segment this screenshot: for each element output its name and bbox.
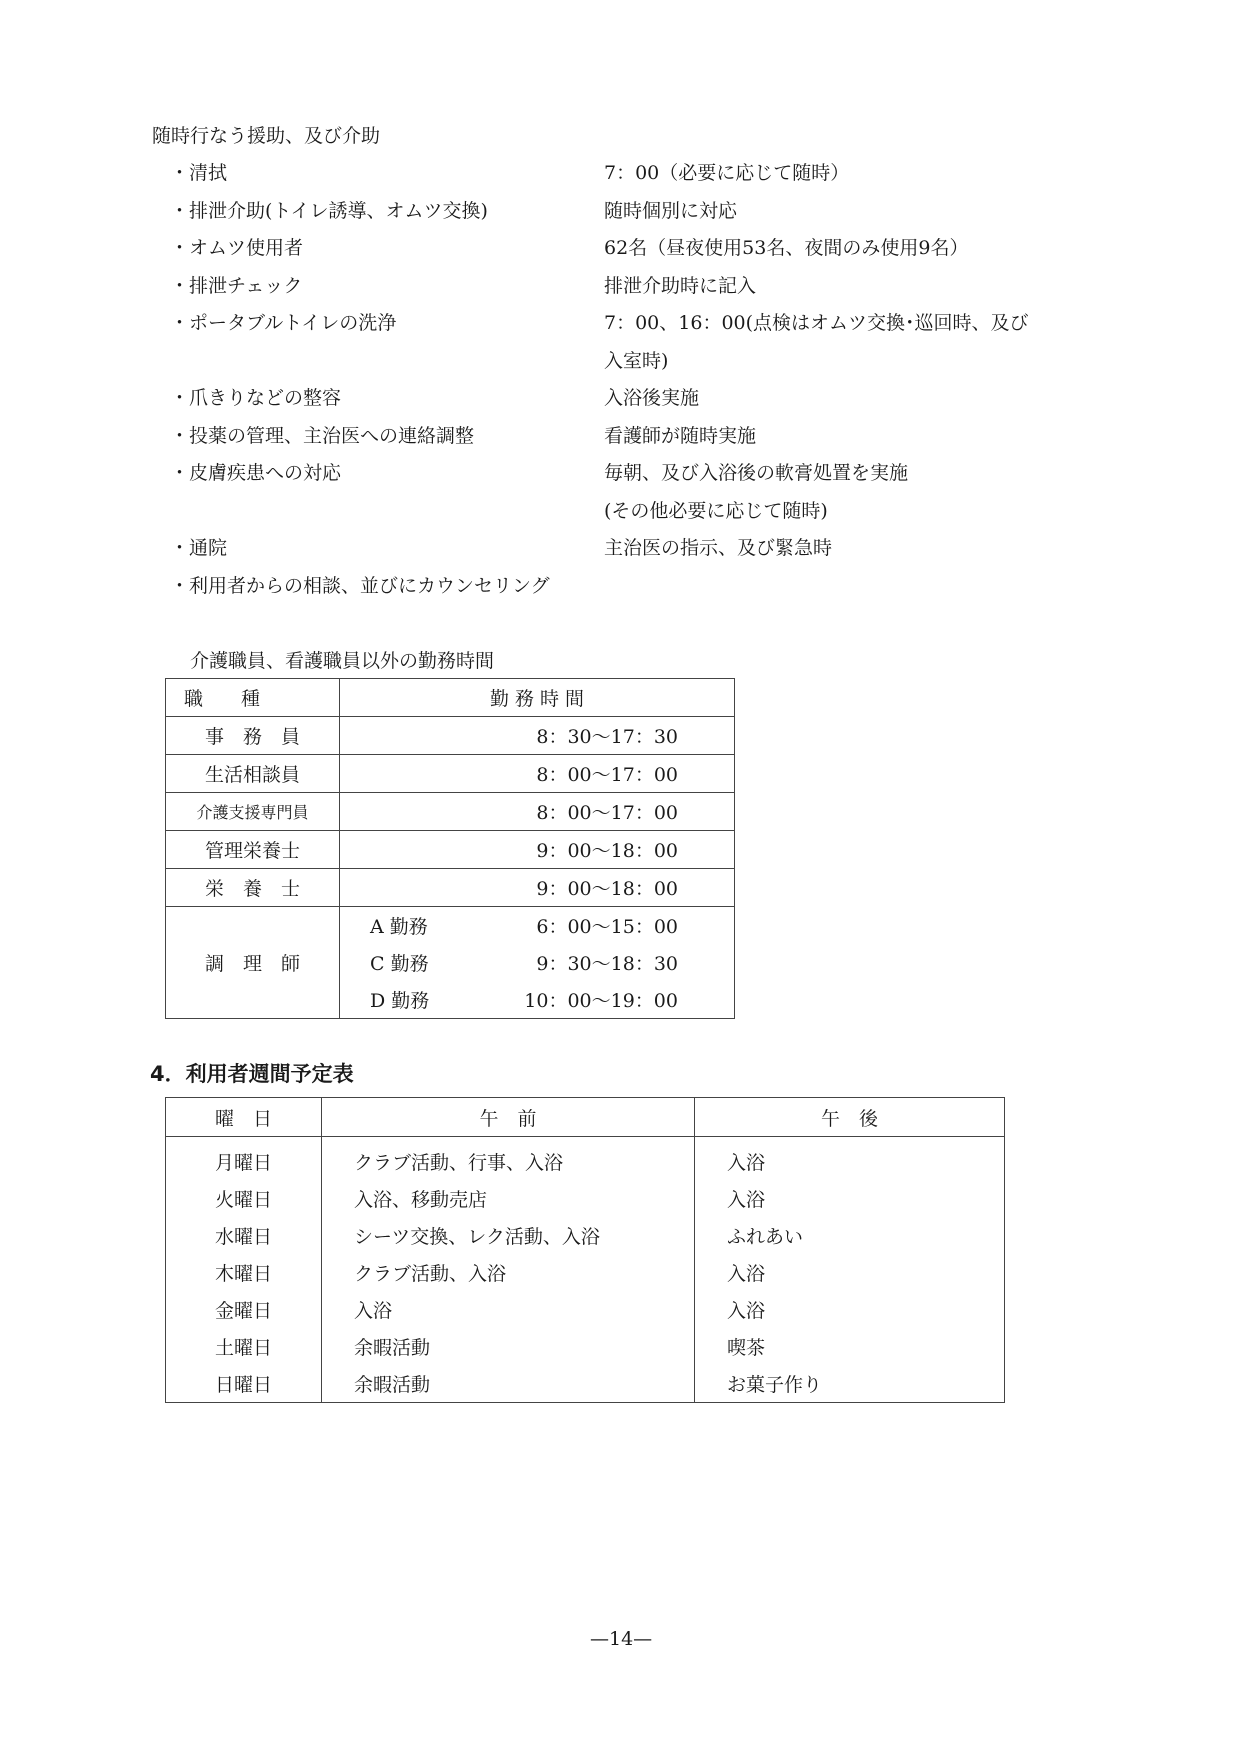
hours-row: [166, 755, 735, 793]
page-number: —14—: [590, 1628, 653, 1650]
role-cell: 介護支援専門員: [166, 793, 340, 831]
hours-caption: 介護職員、看護職員以外の勤務時間: [190, 650, 495, 672]
care-item-label: ・皮膚疾患への対応: [170, 462, 342, 484]
shift-row: [340, 907, 734, 944]
weekly-am-cell: 余暇活動: [322, 1328, 695, 1365]
weekly-row: [166, 1328, 1005, 1365]
care-item-value-cont: 入室時): [604, 349, 669, 372]
care-item-label: ・オムツ使用者: [170, 237, 304, 259]
weekly-am-cell: シーツ交換、レク活動、入浴: [322, 1217, 695, 1254]
shift-row: [340, 981, 734, 1018]
shift-time: 9：30〜18：30: [536, 953, 678, 975]
care-item-label: ・清拭: [170, 162, 228, 184]
role-cell: 事 務 員: [166, 717, 340, 755]
care-heading: 随時行なう援助、及び介助: [152, 125, 381, 147]
role-cell-cook: 調 理 師: [166, 907, 340, 1019]
weekly-body: [166, 1137, 1005, 1403]
weekly-header-row: [166, 1098, 1005, 1137]
header-pm: 午 後: [695, 1098, 1005, 1137]
weekly-pm-cell: 入浴: [695, 1180, 1005, 1217]
weekly-day-cell: 日曜日: [166, 1365, 322, 1403]
hours-row: [166, 869, 735, 907]
weekly-pm-cell: お菓子作り: [695, 1365, 1005, 1403]
weekly-day-cell: 土曜日: [166, 1328, 322, 1365]
hours-row: [166, 793, 735, 831]
shift-time: 6：00〜15：00: [536, 916, 678, 938]
weekly-pm-cell: 入浴: [695, 1137, 1005, 1181]
header-am: 午 前: [322, 1098, 695, 1137]
hours-row: [166, 717, 735, 755]
weekly-day-cell: 水曜日: [166, 1217, 322, 1254]
care-item-label: ・利用者からの相談、並びにカウンセリング: [170, 574, 550, 597]
care-item-label: ・排泄介助(トイレ誘導、オムツ交換): [170, 199, 488, 222]
shift-label: C 勤務: [370, 953, 429, 975]
weekly-table: [165, 1097, 1005, 1403]
care-item-value: 排泄介助時に記入: [604, 274, 757, 297]
role-cell: 生活相談員: [166, 755, 340, 793]
weekly-pm-cell: 喫茶: [695, 1328, 1005, 1365]
shift-label: A 勤務: [370, 916, 428, 938]
care-item-label: ・通院: [170, 537, 228, 559]
care-item-value: 毎朝、及び入浴後の軟膏処置を実施: [604, 462, 909, 484]
header-day: 曜 日: [166, 1098, 322, 1137]
weekly-row: [166, 1291, 1005, 1328]
care-item-value: 62名（昼夜使用53名、夜間のみ使用9名）: [604, 237, 969, 259]
role-cell: 管理栄養士: [166, 831, 340, 869]
weekly-row: [166, 1137, 1005, 1181]
care-item-value: 7：00（必要に応じて随時）: [604, 162, 850, 184]
time-cell: 8：00〜17：00: [340, 755, 735, 793]
weekly-pm-cell: 入浴: [695, 1254, 1005, 1291]
weekly-am-cell: クラブ活動、行事、入浴: [322, 1137, 695, 1181]
shift-row: [340, 944, 734, 981]
weekly-row: [166, 1365, 1005, 1403]
weekly-row: [166, 1180, 1005, 1217]
care-item-value: 随時個別に対応: [604, 199, 738, 222]
weekly-pm-cell: ふれあい: [695, 1217, 1005, 1254]
cook-shifts: [340, 907, 735, 1019]
care-item-label: ・ポータブルトイレの洗浄: [170, 312, 397, 334]
shift-time: 10：00〜19：00: [524, 990, 678, 1012]
hours-table: [165, 678, 735, 1019]
weekly-day-cell: 木曜日: [166, 1254, 322, 1291]
time-cell: 8：30〜17：30: [340, 717, 735, 755]
time-cell: 9：00〜18：00: [340, 869, 735, 907]
hours-row: [166, 831, 735, 869]
care-item-value: 看護師が随時実施: [604, 424, 757, 447]
care-item-label: ・投薬の管理、主治医への連絡調整: [170, 424, 475, 447]
weekly-row: [166, 1217, 1005, 1254]
care-item-value: 7：00、16：00(点検はオムツ交換･巡回時、及び: [604, 312, 1029, 334]
weekly-day-cell: 月曜日: [166, 1137, 322, 1181]
hours-row-cook: [166, 907, 735, 1019]
care-item-value: 主治医の指示、及び緊急時: [604, 537, 833, 559]
weekly-am-cell: 入浴、移動売店: [322, 1180, 695, 1217]
hours-header-row: [166, 679, 735, 717]
time-cell: 9：00〜18：00: [340, 831, 735, 869]
shift-label: D 勤務: [370, 990, 430, 1012]
care-item-label: ・爪きりなどの整容: [170, 387, 342, 409]
care-item-value: 入浴後実施: [604, 387, 700, 409]
weekly-am-cell: 余暇活動: [322, 1365, 695, 1403]
role-cell: 栄 養 士: [166, 869, 340, 907]
weekly-row: [166, 1254, 1005, 1291]
header-role-text: 職 種: [184, 688, 261, 710]
weekly-am-cell: 入浴: [322, 1291, 695, 1328]
weekly-day-cell: 金曜日: [166, 1291, 322, 1328]
header-hours: 勤 務 時 間: [340, 679, 735, 717]
weekly-title: 4．利用者週間予定表: [150, 1062, 354, 1086]
care-item-label: ・排泄チェック: [170, 274, 303, 297]
time-cell: 8：00〜17：00: [340, 793, 735, 831]
weekly-pm-cell: 入浴: [695, 1291, 1005, 1328]
care-item-value-cont: (その他必要に応じて随時): [604, 499, 828, 522]
header-role: [166, 679, 340, 717]
weekly-day-cell: 火曜日: [166, 1180, 322, 1217]
weekly-am-cell: クラブ活動、入浴: [322, 1254, 695, 1291]
